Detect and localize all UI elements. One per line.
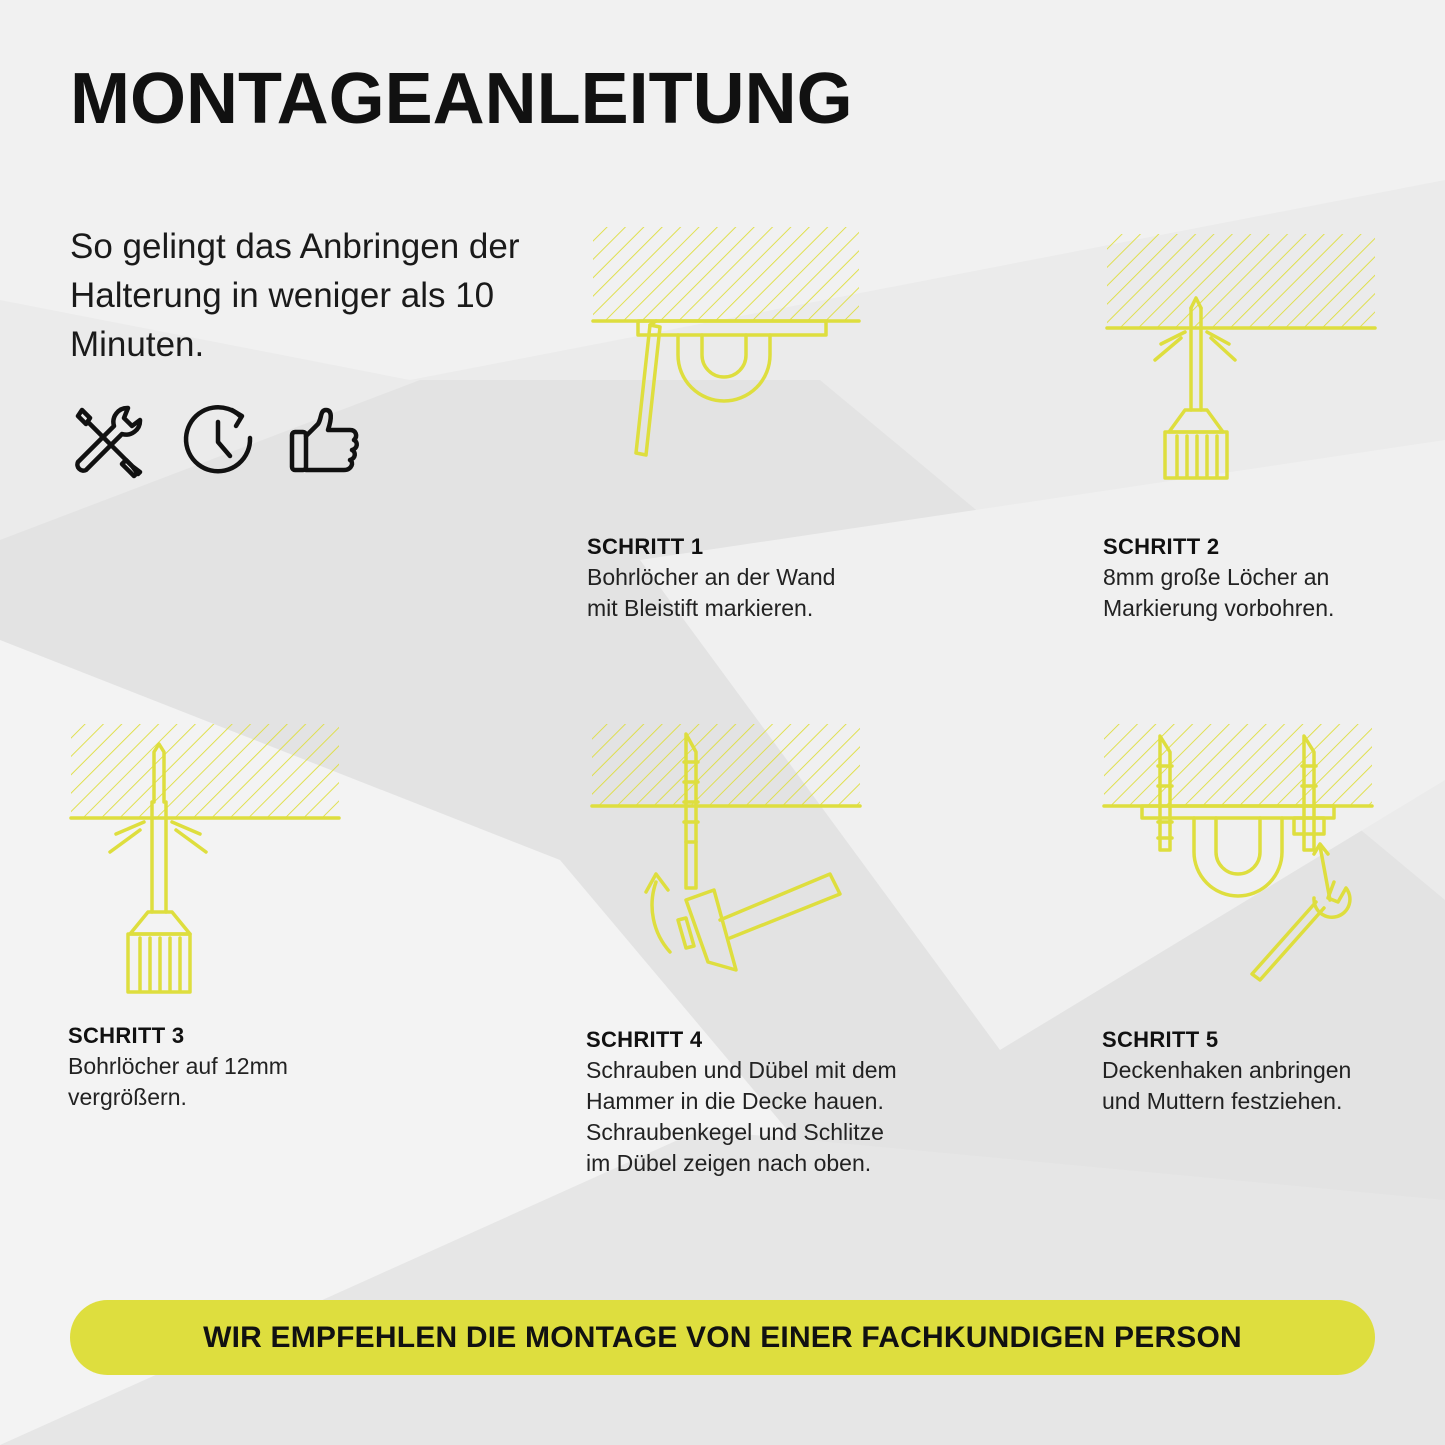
step-5 (1102, 1025, 1432, 1117)
step-2-text: 8mm große Löcher an Markierung vorbohren. (1103, 564, 1335, 621)
thumbs-up-icon (286, 402, 362, 478)
page-title: MONTAGEANLEITUNG (70, 59, 853, 139)
step-1-text: Bohrlöcher an der Wand mit Bleistift markieren. (587, 564, 836, 621)
clock-icon (180, 402, 258, 480)
step-4-text: Schrauben und Dübel mit dem Hammer in die Decke hauen. Schraubenkegel und Schlitze im Dübel zeigen nach oben. (586, 1057, 897, 1176)
tools-icon (68, 402, 148, 482)
step-2-title: SCHRITT 2 (1103, 534, 1220, 559)
step-4 (586, 1025, 966, 1179)
step-3-title: SCHRITT 3 (68, 1023, 185, 1048)
step-5-illustration (1102, 722, 1376, 984)
step-4-title: SCHRITT 4 (586, 1027, 703, 1052)
step-3 (68, 1021, 428, 1113)
recommendation-text: WIR EMPFEHLEN DIE MONTAGE VON EINER FACHKUNDIGEN PERSON (203, 1320, 1242, 1354)
step-3-illustration (68, 722, 342, 997)
step-5-title: SCHRITT 5 (1102, 1027, 1219, 1052)
step-4-illustration (590, 722, 864, 972)
step-1 (587, 532, 947, 624)
intro-text: So gelingt das Anbringen der Halterung in weniger als 10 Minuten. (70, 227, 520, 364)
step-2 (1103, 532, 1445, 624)
recommendation-banner (70, 1300, 1375, 1375)
step-2-illustration (1105, 232, 1377, 484)
step-3-text: Bohrlöcher auf 12mm vergrößern. (68, 1053, 288, 1110)
step-1-title: SCHRITT 1 (587, 534, 704, 559)
step-5-text: Deckenhaken anbringen und Muttern festziehen. (1102, 1057, 1352, 1114)
step-1-illustration (590, 225, 862, 465)
